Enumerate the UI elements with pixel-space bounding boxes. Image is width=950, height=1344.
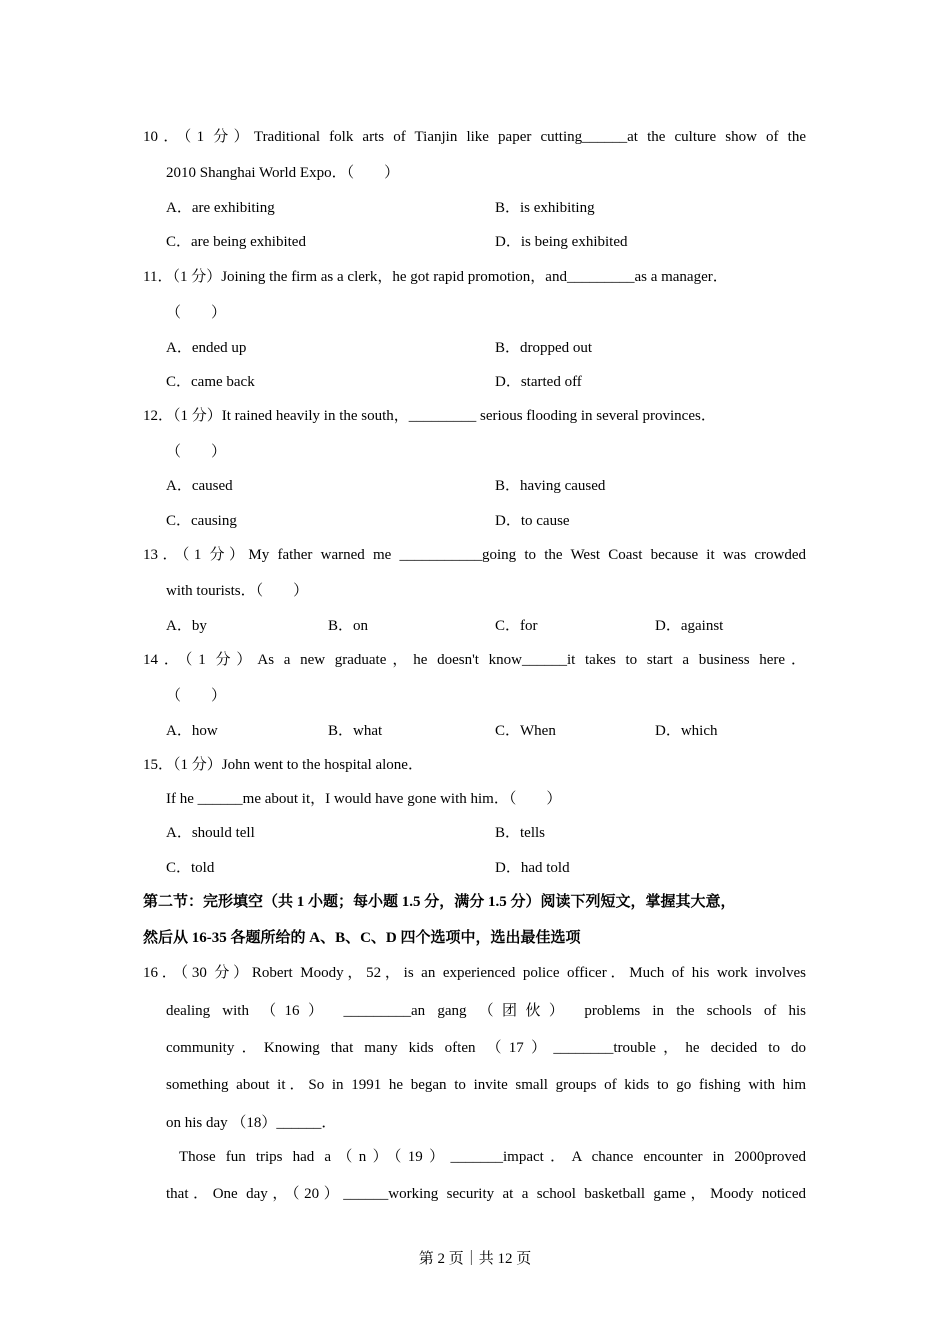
question-15-option-c[interactable]: C．told [166,860,215,876]
section-heading-line-1: 第二节：完形填空（共 1 小题；每小题 1.5 分，满分 1.5 分）阅读下列短文，掌握其大意， [143,894,736,910]
passage-line-4: something about it．So in 1991 he began to invite small groups of kids to go fishing with him [166,1077,806,1093]
question-15-option-b[interactable]: B．tells [495,825,546,841]
question-10-option-d[interactable]: D．is being exhibited [495,234,628,250]
question-13-option-d[interactable]: D．against [655,618,724,634]
question-13-option-c[interactable]: C．for [495,618,538,634]
question-13-option-b[interactable]: B．on [328,618,369,634]
question-11-option-b[interactable]: B．dropped out [495,340,593,356]
question-15-option-d[interactable]: D．had told [495,860,570,876]
question-12-option-c[interactable]: C．causing [166,513,237,529]
passage-line-5: on his day （18）______． [166,1115,337,1131]
question-10-stem: 10．（1 分）Traditional folk arts of Tianjin like paper cutting______at the culture show of the [143,129,806,145]
question-15-stem-cont: If he ______me about it，I would have gone with him．（ ） [166,791,562,807]
question-11-option-d[interactable]: D．started off [495,374,582,390]
question-14-option-b[interactable]: B．what [328,723,383,739]
section-heading-line-2: 然后从 16-35 各题所给的 A、B、C、D 四个选项中，选出最佳选项 [143,930,581,946]
question-14-option-c[interactable]: C．When [495,723,556,739]
question-12-option-b[interactable]: B．having caused [495,478,606,494]
page-footer: 第 2 页｜共 12 页 [418,1251,532,1267]
passage-line-2: dealing with （16） _________an gang （团伙） problems in the schools of his [166,1003,806,1019]
question-12-stem: 12．（1 分）It rained heavily in the south，_________ serious flooding in several provinces． [143,408,716,424]
question-12-answer-paren: （ ） [166,444,227,460]
question-13-option-a[interactable]: A．by [166,618,207,634]
question-11-stem: 11．（1 分）Joining the firm as a clerk，he got rapid promotion，and_________as a manager． [143,269,728,285]
question-11-answer-paren: （ ） [166,305,227,321]
question-12-option-a[interactable]: A．caused [166,478,233,494]
question-10-stem-cont: 2010 Shanghai World Expo．（ ） [166,165,400,181]
question-13-stem-cont: with tourists．（ ） [166,583,309,599]
passage-line-6: Those fun trips had a（n）（19）_______impact．A chance encounter in 2000proved [179,1149,806,1165]
question-14-stem: 14．（1 分）As a new graduate，he doesn't know______it takes to start a business here． [143,652,806,668]
question-14-option-a[interactable]: A．how [166,723,218,739]
question-14-option-d[interactable]: D．which [655,723,718,739]
question-10-option-a[interactable]: A．are exhibiting [166,200,275,216]
question-12-option-d[interactable]: D．to cause [495,513,570,529]
passage-line-3: community．Knowing that many kids often （17）________trouble，he decided to do [166,1040,806,1056]
question-11-option-a[interactable]: A．ended up [166,340,247,356]
question-15-option-a[interactable]: A．should tell [166,825,255,841]
question-10-option-c[interactable]: C．are being exhibited [166,234,306,250]
question-10-option-b[interactable]: B．is exhibiting [495,200,595,216]
question-14-answer-paren: （ ） [166,688,227,704]
question-15-stem: 15．（1 分）John went to the hospital alone． [143,757,423,773]
passage-line-1: 16．（30 分）Robert Moody，52，is an experienced police officer．Much of his work involves [143,965,806,981]
question-11-option-c[interactable]: C．came back [166,374,255,390]
passage-line-7: that．One day，（20）______working security at a school basketball game，Moody noticed [166,1186,806,1202]
question-13-stem: 13．（1 分）My father warned me ___________going to the West Coast because it was crowded [143,547,806,563]
